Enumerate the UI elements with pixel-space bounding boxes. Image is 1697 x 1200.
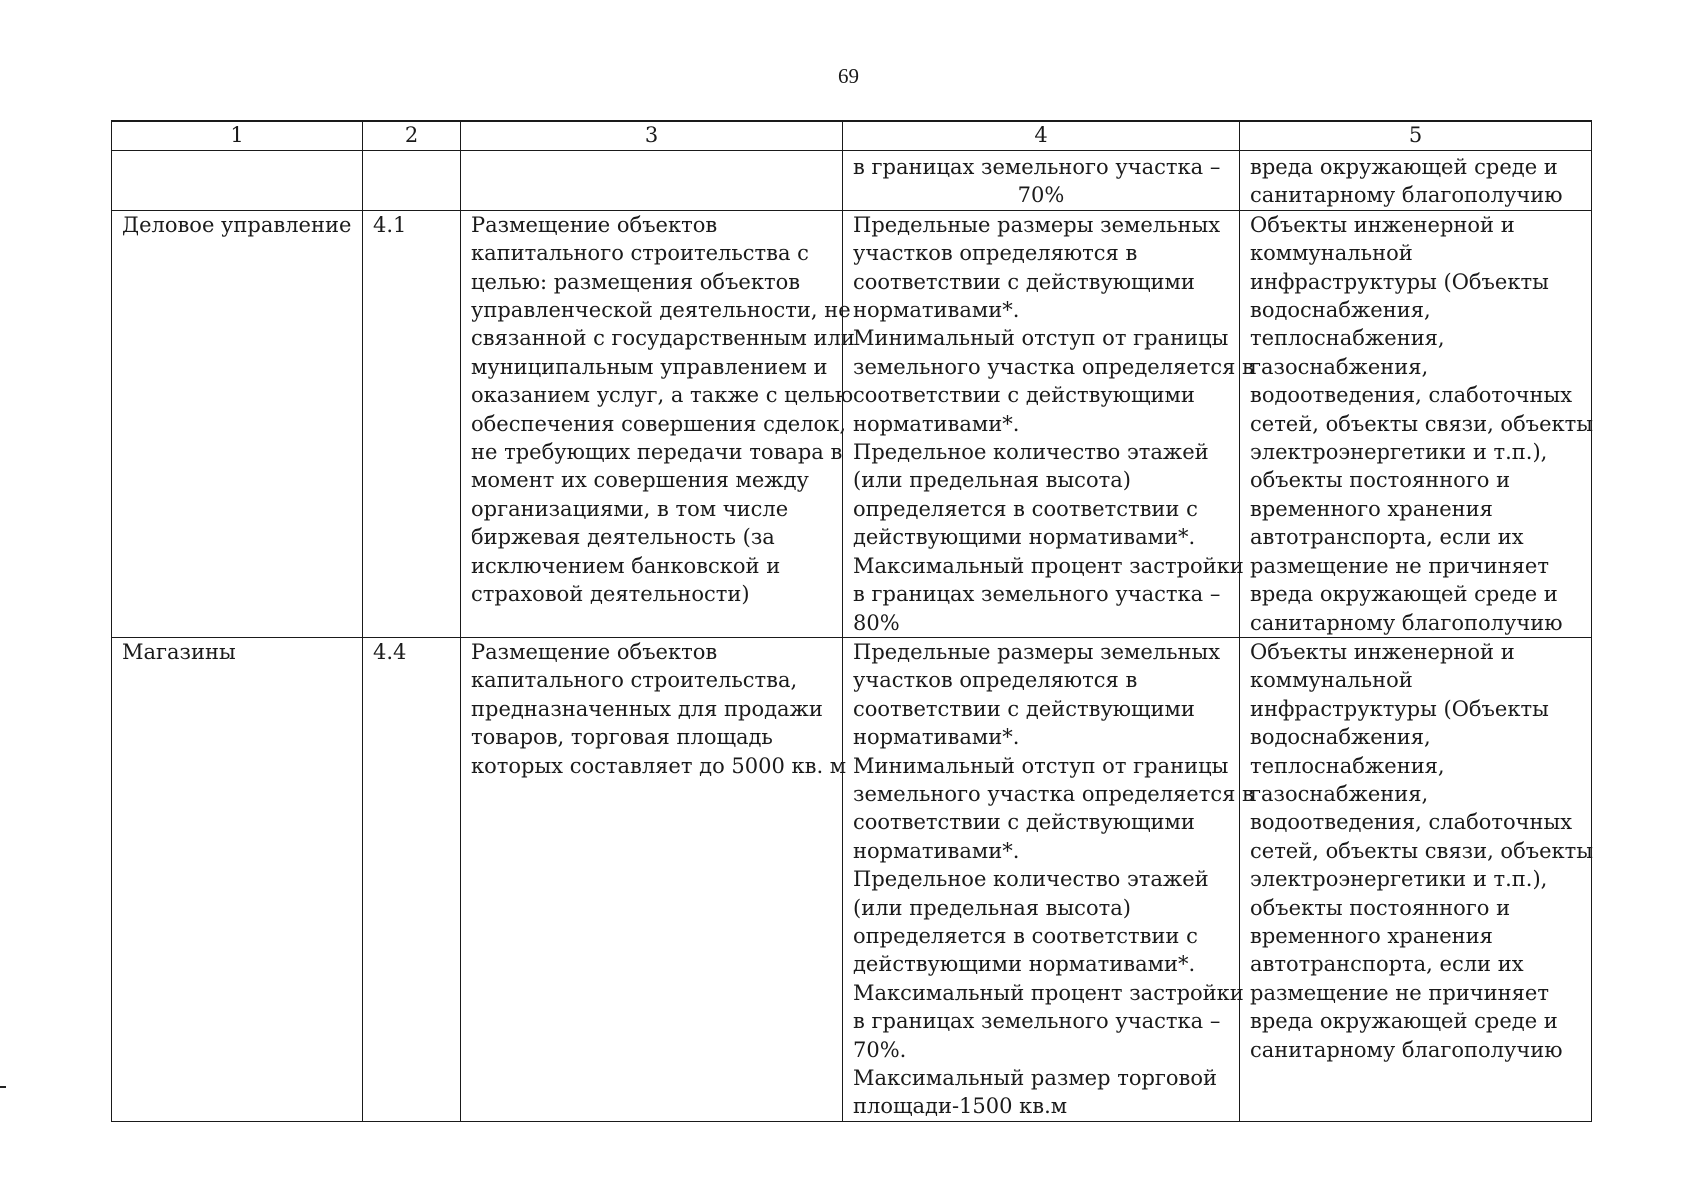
table-row-business-management	[112, 210, 1592, 637]
text-line: действующими нормативами*.	[853, 952, 1196, 977]
text-line: в границах земельного участка –	[853, 155, 1221, 179]
text-line: организациями, в том числе	[471, 496, 789, 521]
text-line: участков определяются в	[853, 668, 1138, 693]
text-line: коммунальной	[1250, 668, 1413, 693]
text-line: определяется в соответствии с	[853, 923, 1198, 948]
text-line: момент их совершения между	[471, 468, 809, 493]
column-number-4: 4	[843, 121, 1240, 151]
text-line: инфраструктуры (Объекты	[1250, 269, 1549, 294]
text-line: целью: размещения объектов	[471, 269, 801, 294]
text-line: Минимальный отступ от границы	[853, 326, 1229, 351]
text-line: в границах земельного участка –	[853, 582, 1221, 607]
land-use-name: Деловое управление	[112, 210, 363, 637]
text-line: Размещение объектов	[471, 639, 718, 664]
text-line: водоснабжения,	[1250, 298, 1431, 323]
text-line: земельного участка определяется в	[853, 354, 1254, 379]
text-line: соответствии с действующими	[853, 810, 1195, 835]
text-line: земельного участка определяется в	[853, 781, 1254, 806]
column-number-2: 2	[363, 121, 461, 151]
auxiliary-uses	[1240, 637, 1592, 1121]
text-line: муниципальным управлением и	[471, 354, 828, 379]
text-line: не требующих передачи товара в	[471, 440, 843, 465]
text-line: Максимальный процент застройки	[853, 553, 1244, 578]
text-line: вреда окружающей среде и	[1250, 1009, 1558, 1034]
text-line: санитарному благополучию	[1250, 610, 1563, 635]
text-line: Максимальный процент застройки	[853, 980, 1244, 1005]
land-use-table	[111, 120, 1592, 1122]
text-line: капитального строительства с	[471, 241, 809, 266]
text-line: соответствии с действующими	[853, 696, 1195, 721]
text-line: нормативами*.	[853, 838, 1020, 863]
column-number-3: 3	[461, 121, 843, 151]
text-line: площади-1500 кв.м	[853, 1094, 1068, 1119]
text-line: инфраструктуры (Объекты	[1250, 696, 1549, 721]
text-line: соответствии с действующими	[853, 383, 1195, 408]
text-line: размещение не причиняет	[1250, 553, 1549, 578]
text-line: участков определяются в	[853, 241, 1138, 266]
text-line: оказанием услуг, а также с целью	[471, 383, 854, 408]
text-line: товаров, торговая площадь	[471, 725, 773, 750]
text-line: Размещение объектов	[471, 212, 718, 237]
text-line: нормативами*.	[853, 298, 1020, 323]
continuation-cell-5	[1240, 151, 1592, 211]
text-line: исключением банковской и	[471, 553, 781, 578]
text-line: вреда окружающей среде и	[1250, 582, 1558, 607]
text-line: Предельные размеры земельных	[853, 639, 1221, 664]
text-line: Предельное количество этажей	[853, 440, 1209, 465]
text-line: связанной с государственным или	[471, 326, 855, 351]
text-line: 70%	[1017, 183, 1065, 208]
continuation-cell-3	[461, 151, 843, 211]
text-line: Минимальный отступ от границы	[853, 753, 1229, 778]
text-line: автотранспорта, если их	[1250, 525, 1524, 550]
text-line: действующими нормативами*.	[853, 525, 1196, 550]
text-line: управленческой деятельности, не	[471, 298, 851, 323]
text-line: временного хранения	[1250, 496, 1493, 521]
land-use-description	[461, 637, 847, 1121]
text-line: санитарному благополучию	[1250, 1037, 1563, 1062]
text-line: сетей, объекты связи, объекты	[1250, 838, 1593, 863]
text-line: нормативами*.	[853, 725, 1020, 750]
scan-edge-mark	[0, 1086, 6, 1088]
text-line: (или предельная высота)	[853, 895, 1131, 920]
text-line: водоотведения, слаботочных	[1250, 810, 1573, 835]
column-number-row	[112, 121, 1592, 151]
continuation-cell-4	[843, 151, 1240, 211]
text-line: газоснабжения,	[1250, 354, 1429, 379]
text-line: предназначенных для продажи	[471, 696, 823, 721]
text-line: нормативами*.	[853, 411, 1020, 436]
continuation-row	[112, 151, 1592, 211]
text-line: которых составляет до 5000 кв. м	[471, 753, 847, 778]
text-line: временного хранения	[1250, 923, 1493, 948]
land-use-code: 4.1	[363, 210, 461, 637]
text-line: автотранспорта, если их	[1250, 952, 1524, 977]
auxiliary-uses	[1240, 210, 1592, 637]
continuation-cell-2	[363, 151, 461, 211]
column-number-5: 5	[1240, 121, 1592, 151]
continuation-cell-1	[112, 151, 363, 211]
text-line: электроэнергетики и т.п.),	[1250, 440, 1548, 465]
land-use-name: Магазины	[112, 637, 363, 1121]
text-line: коммунальной	[1250, 241, 1413, 266]
land-use-code: 4.4	[363, 637, 461, 1121]
text-line: теплоснабжения,	[1250, 753, 1445, 778]
text-line: объекты постоянного и	[1250, 895, 1511, 920]
text-line: водоснабжения,	[1250, 725, 1431, 750]
column-number-1: 1	[112, 121, 363, 151]
text-line: (или предельная высота)	[853, 468, 1131, 493]
text-line: сетей, объекты связи, объекты	[1250, 411, 1593, 436]
text-line: объекты постоянного и	[1250, 468, 1511, 493]
text-line: в границах земельного участка –	[853, 1009, 1221, 1034]
text-line: соответствии с действующими	[853, 269, 1195, 294]
text-line: 70%.	[853, 1037, 907, 1062]
land-use-description	[461, 210, 855, 637]
text-line: Предельные размеры земельных	[853, 212, 1221, 237]
table-row-shops	[112, 637, 1592, 1121]
text-line: размещение не причиняет	[1250, 980, 1549, 1005]
land-use-parameters	[843, 637, 1254, 1121]
text-line: Предельное количество этажей	[853, 867, 1209, 892]
text-line: газоснабжения,	[1250, 781, 1429, 806]
text-line: капитального строительства,	[471, 668, 798, 693]
text-line: электроэнергетики и т.п.),	[1250, 867, 1548, 892]
text-line: 80%	[853, 610, 900, 635]
text-line: обеспечения совершения сделок,	[471, 411, 846, 436]
land-use-parameters	[843, 210, 1254, 637]
text-line: Объекты инженерной и	[1250, 212, 1515, 237]
text-line: страховой деятельности)	[471, 582, 750, 607]
text-line: водоотведения, слаботочных	[1250, 383, 1573, 408]
text-line: санитарному благополучию	[1250, 183, 1563, 208]
text-line: Объекты инженерной и	[1250, 639, 1515, 664]
text-line: Максимальный размер торговой	[853, 1066, 1218, 1090]
text-line: определяется в соответствии с	[853, 496, 1198, 521]
text-line: вреда окружающей среде и	[1250, 155, 1558, 179]
text-line: теплоснабжения,	[1250, 326, 1445, 351]
page-number: 69	[838, 64, 859, 88]
text-line: биржевая деятельность (за	[471, 525, 775, 550]
